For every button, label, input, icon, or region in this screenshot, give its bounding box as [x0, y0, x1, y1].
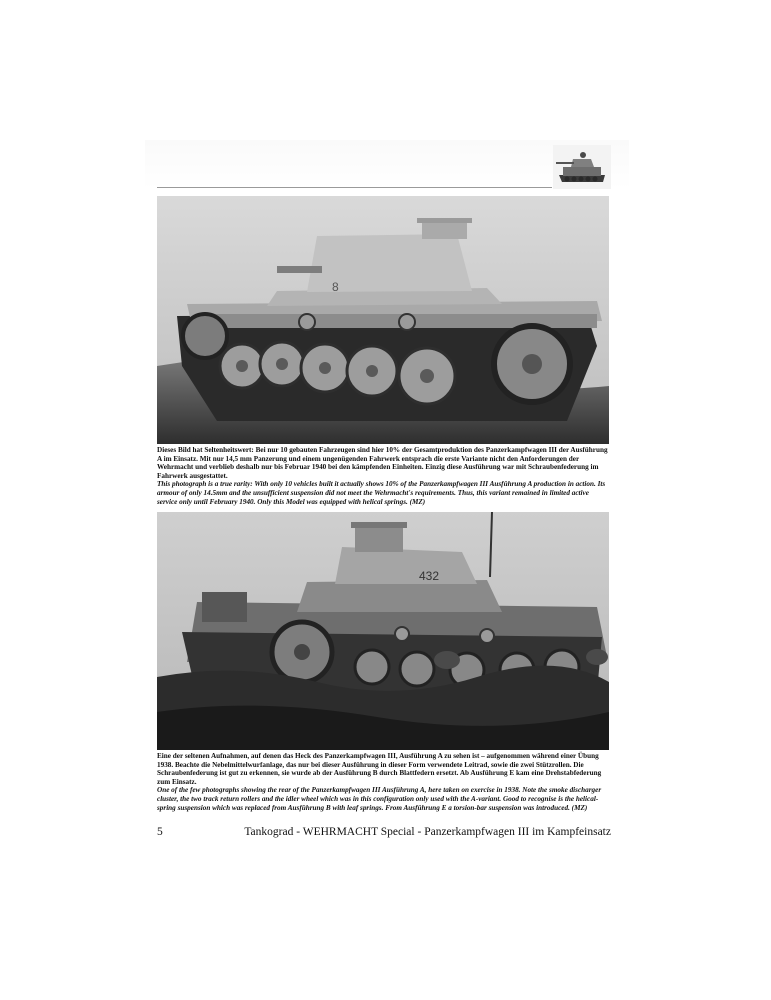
page-number: 5 — [157, 826, 163, 838]
caption-bottom-german: Eine der seltenen Aufnahmen, auf denen das Heck des Panzerkampfwagen III, Ausführung A zu sehen ist – aufgenommen während einer Übung 1938. Beachte die Nebelmittelwurfanlage, das nur bei dieser Ausführung in dieser Form verwendete Leitrad, sowie die zwei Stützrollen. Die Schraubenfederung ist gut zu erkennen, sie wurde ab der Ausführung B durch Blattfedern ersetzt. Ab Ausführung E kam eine Drehstabfederung zum Einsatz. — [157, 752, 602, 786]
caption-top-german: Dieses Bild hat Seltenheitswert: Bei nur 10 gebauten Fahrzeugen sind hier 10% der Gesamtproduktion des Panzerkampfwagen III der Ausführung A im Einsatz. Mit nur 14,5 mm Panzerung und einem ungenügenden Fahrwerk entsprach die erste Variante nicht den Anforderungen der Wehrmacht und verblieb deshalb nur bis Februar 1940 bei den kämpfenden Einheiten. Einzig diese Ausführung war mit Schraubenfederung im Fahrwerk ausgestattet. — [157, 446, 608, 480]
caption-bottom-english: One of the few photographs showing the rear of the Panzerkampfwagen III Ausführung A, here taken on exercise in 1938. Note the smoke discharger cluster, the two track return rollers and the idler wheel which was in this configuration only used with the A-variant. Good to recognise is the helical-spring suspension which was replaced from Ausführung B with leaf springs. From Ausführung E a torsion-bar suspension was introduced. (MZ) — [157, 786, 602, 812]
caption-top-english: This photograph is a true rarity: With only 10 vehicles built it actually shows 10% of the Panzerkampfwagen III Ausführung A production in action. Its armour of only 14.5mm and the unsufficient suspension did not meet the Wehrmacht's requirements. Thus, this variant remained in limited active service only until February 1940. Only this Model was equipped with helical springs. (MZ) — [157, 480, 606, 506]
running-footer-title: Tankograd - WEHRMACHT Special - Panzerkampfwagen III im Kampfeinsatz — [244, 826, 611, 838]
header-tank-thumbnail — [553, 145, 611, 189]
caption-bottom-photo — [157, 752, 611, 812]
photo-panzer-iii-ausf-a-side — [157, 196, 609, 444]
caption-top-photo — [157, 446, 611, 506]
hull-marking: 8 — [332, 280, 339, 294]
header-rule — [157, 187, 552, 188]
photo-panzer-iii-ausf-a-rear — [157, 512, 609, 750]
turret-marking: 432 — [419, 569, 440, 583]
